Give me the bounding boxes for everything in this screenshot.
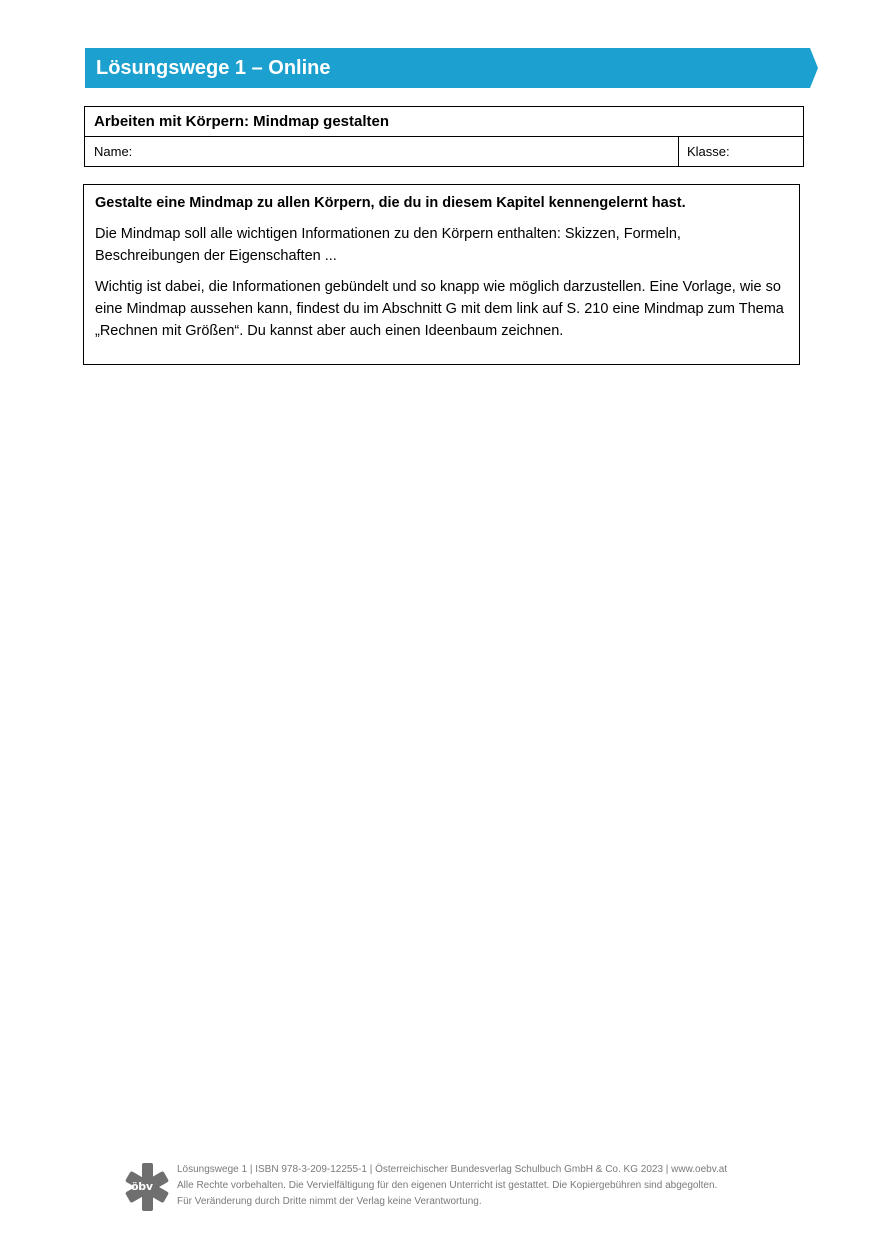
footer: [125, 1160, 785, 1216]
name-field[interactable]: [85, 137, 679, 166]
footer-text: [177, 1162, 727, 1210]
task-heading: Gestalte eine Mindmap zu allen Körpern, die du in diesem Kapitel kennengelernt hast.: [95, 195, 686, 211]
header-banner: [85, 48, 818, 88]
worksheet-title: Arbeiten mit Körpern: Mindmap gestalten: [85, 107, 803, 137]
footer-line-2: Alle Rechte vorbehalten. Die Vervielfältigung für den eigenen Unterricht ist gestattet. Die Kopiergebühren sind abgegolten.: [177, 1180, 718, 1191]
class-field[interactable]: [679, 137, 803, 166]
oebv-logo: [125, 1163, 169, 1211]
logo-label: öbv: [131, 1180, 153, 1193]
task-paragraph-2: Wichtig ist dabei, die Informationen gebündelt und so knapp wie möglich darzustellen. Eine Vorlage, wie so eine Mindmap aussehen kann, findest du im Abschnitt G mit dem link auf S. 210 eine Mindmap zum Thema „Rechnen mit Größen“. Du kannst aber auch einen Ideenbaum zeichnen.: [95, 279, 784, 339]
footer-line-1: Lösungswege 1 | ISBN 978-3-209-12255-1 | Österreichischer Bundesverlag Schulbuch GmbH & Co. KG 2023 | www.oebv.at: [177, 1164, 728, 1175]
banner-title: Lösungswege 1 – Online: [96, 57, 331, 79]
task-paragraph-1: Die Mindmap soll alle wichtigen Informationen zu den Körpern enthalten: Skizzen, Formeln, Beschreibungen der Eigenschaften ...: [95, 226, 681, 264]
footer-line-3: Für Veränderung durch Dritte nimmt der Verlag keine Verantwortung.: [177, 1196, 482, 1207]
class-label: Klasse:: [687, 144, 730, 159]
name-label: Name:: [94, 144, 133, 159]
worksheet-header-table: [84, 106, 804, 167]
task-box: [83, 184, 800, 365]
name-class-row: [85, 137, 803, 166]
